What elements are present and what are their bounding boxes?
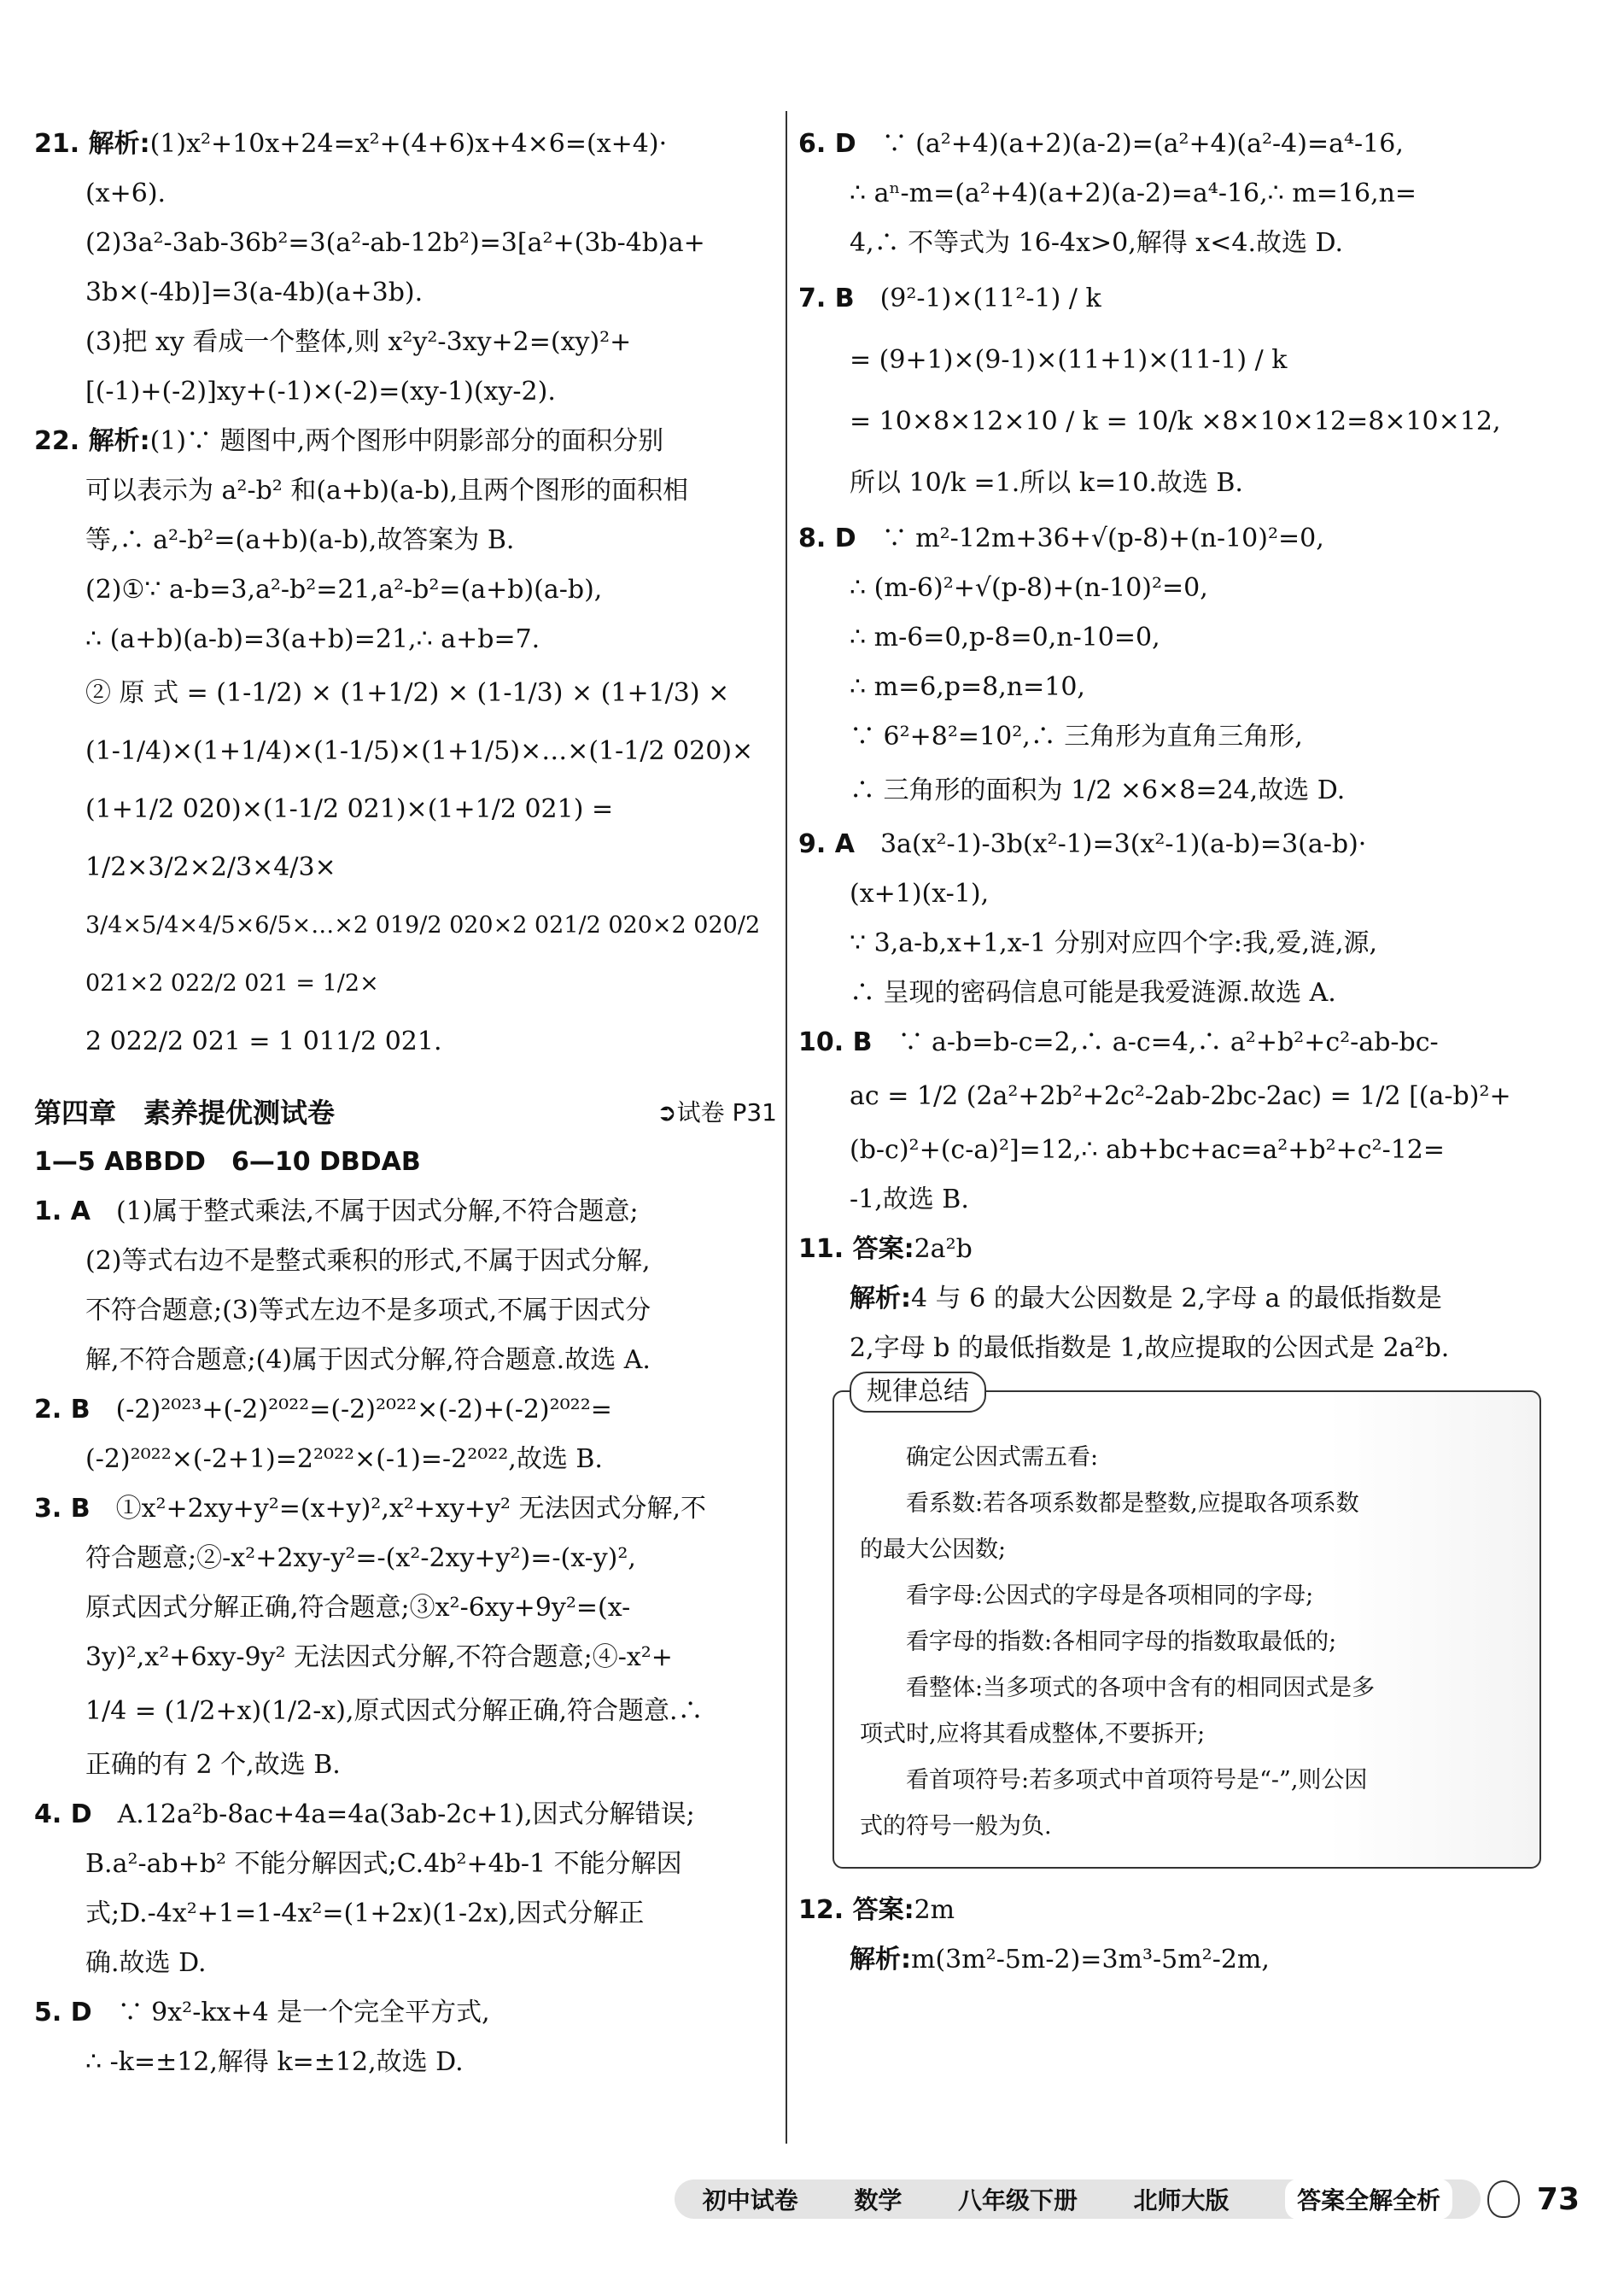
rule-coefficient: 看系数:若各项系数都是整数,应提取各项系数: [906, 1490, 1359, 1517]
rule-summary-title: 规律总结: [850, 1372, 986, 1413]
column-divider: [786, 111, 787, 2144]
q8-line3: ∴ m-6=0,p-8=0,n-10=0,: [850, 623, 1160, 652]
q22-line10: 2 022/2 021 = 1 011/2 021.: [85, 1027, 442, 1056]
footer-subject: 数学: [854, 2186, 903, 2215]
footer-grade: 八年级下册: [957, 2186, 1078, 2215]
q12-answer: 12. 答案:2m: [798, 1895, 955, 1925]
left-column: [34, 120, 777, 2087]
q4-line2: B.a²-ab+b² 不能分解因式;C.4b²+4b-1 不能分解因: [85, 1849, 682, 1879]
q8-line2: ∴ (m-6)²+√(p-8)+(n-10)²=0,: [850, 573, 1208, 603]
q8-line5: ∵ 6²+8²=10²,∴ 三角形为直角三角形,: [850, 722, 1303, 752]
q9-line3: ∵ 3,a-b,x+1,x-1 分别对应四个字:我,爱,涟,源,: [850, 928, 1378, 958]
rule-whole: 看整体:当多项式的各项中含有的相同因式是多: [906, 1675, 1376, 1701]
q22-line6: ② 原 式 = (1-1/2) × (1+1/2) × (1-1/3) × (1+1/3) ×: [85, 678, 730, 708]
q22-line8: (1+1/2 020)×(1-1/2 021)×(1+1/2 021) = 1/2×3/2×2/3×4/3×: [85, 794, 614, 882]
footer-edition: 北师大版: [1133, 2186, 1230, 2215]
q22-line9: 3/4×5/4×4/5×6/5×…×2 019/2 020×2 021/2 020×2 020/2 021×2 022/2 021 = 1/2×: [85, 912, 761, 997]
q3-line1: 3. B ①x²+2xy+y²=(x+y)²,x²+xy+y² 无法因式分解,不: [34, 1494, 706, 1524]
q3-line5: 1/4 = (1/2+x)(1/2-x),原式因式分解正确,符合题意.∴: [85, 1696, 704, 1726]
rule-whole-cont: 项式时,应将其看成整体,不要拆开;: [860, 1721, 1206, 1747]
q9-line2: (x+1)(x-1),: [850, 879, 990, 909]
q1-line3: 不符合题意;(3)等式左边不是多项式,不属于因式分: [85, 1296, 651, 1325]
q2-line2: (-2)²⁰²²×(-2+1)=2²⁰²²×(-1)=-2²⁰²²,故选 B.: [85, 1444, 603, 1474]
q21-line5: (3)把 xy 看成一个整体,则 x²y²-3xy+2=(xy)²+: [85, 327, 632, 357]
chapter-heading: [34, 1088, 777, 1138]
q21-line1: 21. 解析:(1)x²+10x+24=x²+(4+6)x+4×6=(x+4)·: [34, 129, 668, 159]
q21-line6: [(-1)+(-2)]xy+(-1)×(-2)=(xy-1)(xy-2).: [85, 377, 556, 407]
q7-line3: = 10×8×12×10 / k = 10/k ×8×10×12=8×10×12,: [850, 407, 1501, 436]
q8-line1: 8. D ∵ m²-12m+36+√(p-8)+(n-10)²=0,: [798, 524, 1324, 553]
q3-line6: 正确的有 2 个,故选 B.: [85, 1750, 341, 1780]
q21-line2: (x+6).: [85, 178, 166, 208]
q8-line4: ∴ m=6,p=8,n=10,: [850, 672, 1085, 702]
page-footer: [675, 2174, 1580, 2225]
q10-line1: 10. B ∵ a-b=b-c=2,∴ a-c=4,∴ a²+b²+c²-ab-bc-: [798, 1027, 1439, 1057]
q9-line1: 9. A 3a(x²-1)-3b(x²-1)=3(x²-1)(a-b)=3(a-b)·: [798, 829, 1367, 859]
rule-summary-box: [832, 1377, 1541, 1869]
q7-line2: = (9+1)×(9-1)×(11+1)×(11-1) / k: [850, 345, 1288, 375]
q9-line4: ∴ 呈现的密码信息可能是我爱涟源.故选 A.: [850, 978, 1336, 1008]
q22-line4: (2)①∵ a-b=3,a²-b²=21,a²-b²=(a+b)(a-b),: [85, 575, 603, 605]
q4-line3: 式;D.-4x²+1=1-4x²=(1+2x)(1-2x),因式分解正: [85, 1899, 645, 1928]
footer-bar: [675, 2179, 1481, 2219]
q7-line4: 所以 10/k =1.所以 k=10.故选 B.: [850, 468, 1243, 498]
q1-line4: 解,不符合题意;(4)属于因式分解,符合题意.故选 A.: [85, 1345, 651, 1375]
q8-line6: ∴ 三角形的面积为 1/2 ×6×8=24,故选 D.: [850, 775, 1346, 805]
footer-label: 答案全解全析: [1285, 2179, 1452, 2220]
q6-line3: 4,∴ 不等式为 16-4x>0,解得 x<4.故选 D.: [850, 228, 1344, 258]
chapter-title: 第四章 素养提优测试卷: [34, 1097, 336, 1129]
rule-letters: 看字母:公因式的字母是各项相同的字母;: [906, 1583, 1314, 1609]
q22-line5: ∴ (a+b)(a-b)=3(a+b)=21,∴ a+b=7.: [85, 624, 540, 654]
q1-line2: (2)等式右边不是整式乘积的形式,不属于因式分解,: [85, 1246, 651, 1276]
q11-exp-line1: 解析:4 与 6 的最大公因数是 2,字母 a 的最低指数是: [850, 1284, 1442, 1314]
page-number: 73: [1536, 2181, 1580, 2217]
rule-coefficient-cont: 的最大公因数;: [860, 1536, 1007, 1563]
mascot-icon: [1487, 2180, 1520, 2218]
q22-line2: 可以表示为 a²-b² 和(a+b)(a-b),且两个图形的面积相: [85, 476, 689, 506]
q2-line1: 2. B (-2)²⁰²³+(-2)²⁰²²=(-2)²⁰²²×(-2)+(-2)²⁰²²=: [34, 1395, 612, 1425]
q22-line1: 22. 解析:(1)∵ 题图中,两个图形中阴影部分的面积分别: [34, 426, 664, 456]
q10-line2: ac = 1/2 (2a²+2b²+2c²-2ab-2bc-2ac) = 1/2 [(a-b)²+: [850, 1081, 1511, 1111]
q4-line1: 4. D A.12a²b-8ac+4a=4a(3ab-2c+1),因式分解错误;: [34, 1799, 695, 1829]
q12-exp-line1: 解析:m(3m²-5m-2)=3m³-5m²-2m,: [850, 1945, 1270, 1975]
q21-line4: 3b×(-4b)]=3(a-4b)(a+3b).: [85, 278, 424, 307]
q3-line4: 3y)²,x²+6xy-9y² 无法因式分解,不符合题意;④-x²+: [85, 1642, 673, 1672]
q6-line1: 6. D ∵ (a²+4)(a+2)(a-2)=(a²+4)(a²-4)=a⁴-16,: [798, 129, 1404, 159]
right-column: [798, 120, 1550, 1985]
paper-reference: ➲试卷 P31: [657, 1098, 777, 1126]
q11-exp-line2: 2,字母 b 的最低指数是 1,故应提取的公因式是 2a²b.: [850, 1333, 1450, 1363]
q7-line1: 7. B (9²-1)×(11²-1) / k: [798, 284, 1101, 313]
q1-line1: 1. A (1)属于整式乘法,不属于因式分解,不符合题意;: [34, 1197, 639, 1226]
q10-line3: (b-c)²+(c-a)²]=12,∴ ab+bc+ac=a²+b²+c²-12=: [850, 1135, 1446, 1165]
rule-intro: 确定公因式需五看:: [906, 1444, 1099, 1471]
footer-series: 初中试卷: [702, 2186, 798, 2215]
q3-line2: 符合题意;②-x²+2xy-y²=-(x²-2xy+y²)=-(x-y)²,: [85, 1543, 636, 1573]
answer-summary: 1—5 ABBDD 6—10 DBDAB: [34, 1147, 421, 1177]
rule-sign-cont: 式的符号一般为负.: [860, 1813, 1052, 1840]
rule-sign: 看首项符号:若多项式中首项符号是“-”,则公因: [906, 1767, 1368, 1793]
q22-line3: 等,∴ a²-b²=(a+b)(a-b),故答案为 B.: [85, 525, 515, 555]
q4-line4: 确.故选 D.: [85, 1948, 207, 1978]
q3-line3: 原式因式分解正确,符合题意;③x²-6xy+9y²=(x-: [85, 1593, 631, 1623]
q5-line1: 5. D ∵ 9x²-kx+4 是一个完全平方式,: [34, 1998, 490, 2027]
q5-line2: ∴ -k=±12,解得 k=±12,故选 D.: [85, 2047, 464, 2077]
q11-answer: 11. 答案:2a²b: [798, 1234, 973, 1264]
rule-exponent: 看字母的指数:各相同字母的指数取最低的;: [906, 1629, 1337, 1655]
q22-line7: (1-1/4)×(1+1/4)×(1-1/5)×(1+1/5)×…×(1-1/2 020)×: [85, 736, 754, 766]
q10-line4: -1,故选 B.: [850, 1185, 969, 1214]
q21-line3: (2)3a²-3ab-36b²=3(a²-ab-12b²)=3[a²+(3b-4b)a+: [85, 228, 705, 258]
q6-line2: ∴ aⁿ-m=(a²+4)(a+2)(a-2)=a⁴-16,∴ m=16,n=: [850, 178, 1417, 208]
